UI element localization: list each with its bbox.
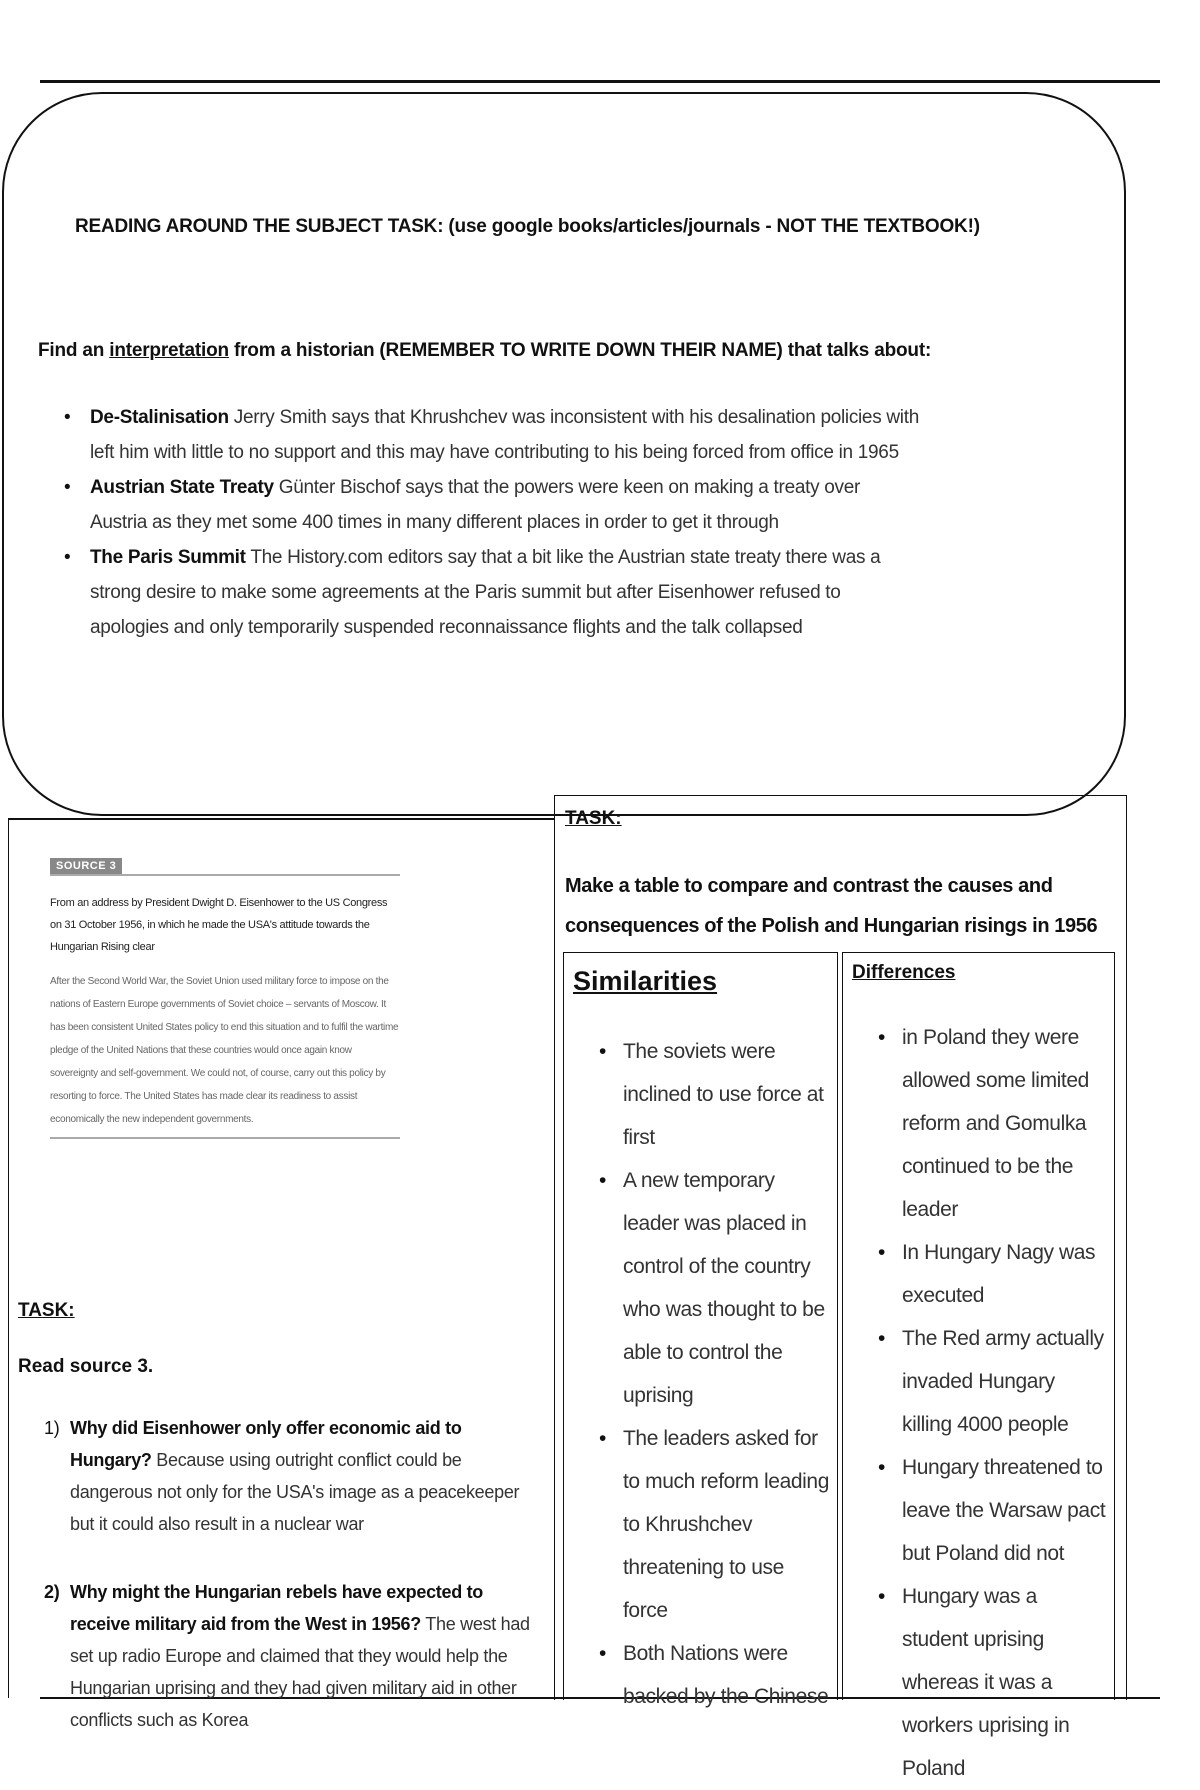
interpretation-text: Günter Bischof says that the powers were keen on making a treaty over Austria as they met some 400 times in many different places in order to get it through <box>90 477 861 533</box>
topic-label: The Paris Summit <box>90 547 246 568</box>
left-task-instruction: Read source 3. <box>18 1356 154 1377</box>
answer-text: The west had set up radio Europe and claimed that they would help the Hungarian uprising and they had given military aid in other conflicts such as Korea <box>70 1614 530 1730</box>
differences-heading: Differences <box>852 962 956 983</box>
list-item: • A new temporary leader was placed in control of the country who was thought to be able to control the uprising <box>597 1159 829 1417</box>
list-item <box>40 1412 545 1540</box>
list-item: • The leaders asked for to much reform leading to Khrushchev threatening to use force <box>597 1417 829 1632</box>
list-item <box>40 1576 545 1736</box>
source-excerpt <box>50 858 400 1158</box>
question-list <box>40 1412 545 1772</box>
find-instruction <box>38 340 931 362</box>
similarities-list <box>597 1030 829 1718</box>
right-task-heading: TASK: <box>565 808 622 829</box>
question-number: 1) <box>44 1418 60 1438</box>
find-suffix: from a historian (REMEMBER TO WRITE DOWN THEIR NAME) that talks about: <box>228 340 932 361</box>
list-item: • Hungary threatened to leave the Warsaw pact but Poland did not <box>876 1446 1108 1575</box>
interpretation-text: Jerry Smith says that Khrushchev was inconsistent with his desalination policies with left him with little to no support and this may have contributing to his being forced from office in 1965 <box>90 407 919 463</box>
list-item <box>60 470 920 540</box>
historian-list <box>60 400 920 645</box>
list-item: • The soviets were inclined to use force at first <box>597 1030 829 1159</box>
differences-list <box>876 1016 1108 1790</box>
question-number: 2) <box>44 1582 60 1602</box>
question-text: Why did Eisenhower only offer economic aid to Hungary? <box>70 1418 462 1470</box>
top-rule <box>40 80 1160 83</box>
topic-label: De-Stalinisation <box>90 407 229 428</box>
answer-text: Because using outright conflict could be dangerous not only for the USA's image as a peacekeeper but it could also result in a nuclear war <box>70 1450 520 1534</box>
right-task-instruction: Make a table to compare and contrast the causes and consequences of the Polish and Hungarian risings in 1956 <box>565 875 1098 937</box>
topic-label: Austrian State Treaty <box>90 477 274 498</box>
list-item <box>60 540 920 645</box>
reading-task-heading: READING AROUND THE SUBJECT TASK: (use google books/articles/journals - NOT THE TEXTBOOK!) <box>75 216 980 237</box>
source-divider <box>50 874 400 876</box>
find-underlined: interpretation <box>109 340 229 361</box>
question-text: Why might the Hungarian rebels have expected to receive military aid from the West in 1956? <box>70 1582 483 1634</box>
list-item: • In Hungary Nagy was executed <box>876 1231 1108 1317</box>
interpretation-text: The History.com editors say that a bit like the Austrian state treaty there was a strong desire to make some agreements at the Paris summit but after Eisenhower refused to apologies and only temporarily suspended reconnaissance flights and the talk collapsed <box>90 547 881 638</box>
list-item: • Both Nations were backed by the Chinese <box>597 1632 829 1718</box>
find-prefix: Find an <box>38 340 110 361</box>
list-item <box>60 400 920 470</box>
source-label: SOURCE 3 <box>50 858 122 874</box>
source-intro: From an address by President Dwight D. Eisenhower to the US Congress on 31 October 1956, in which he made the USA's attitude towards the Hungarian Rising clear <box>50 897 388 953</box>
source-body: After the Second World War, the Soviet Union used military force to impose on the nations of Eastern Europe governments of Soviet choice – servants of Moscow. It has been consistent United States policy to end this situation and to fulfil the wartime pledge of the United Nations that these countries would once again know sovereignty and self-government. We could not, of course, carry out this policy by resorting to force. The United States has made clear its readiness to assist economically the new independent governments. <box>50 970 400 1139</box>
left-task-heading: TASK: <box>18 1300 75 1321</box>
similarities-heading: Similarities <box>573 966 718 996</box>
list-item: • The Red army actually invaded Hungary killing 4000 people <box>876 1317 1108 1446</box>
list-item: • Hungary was a student uprising whereas it was a workers uprising in Poland <box>876 1575 1108 1790</box>
list-item: • in Poland they were allowed some limited reform and Gomulka continued to be the leader <box>876 1016 1108 1231</box>
